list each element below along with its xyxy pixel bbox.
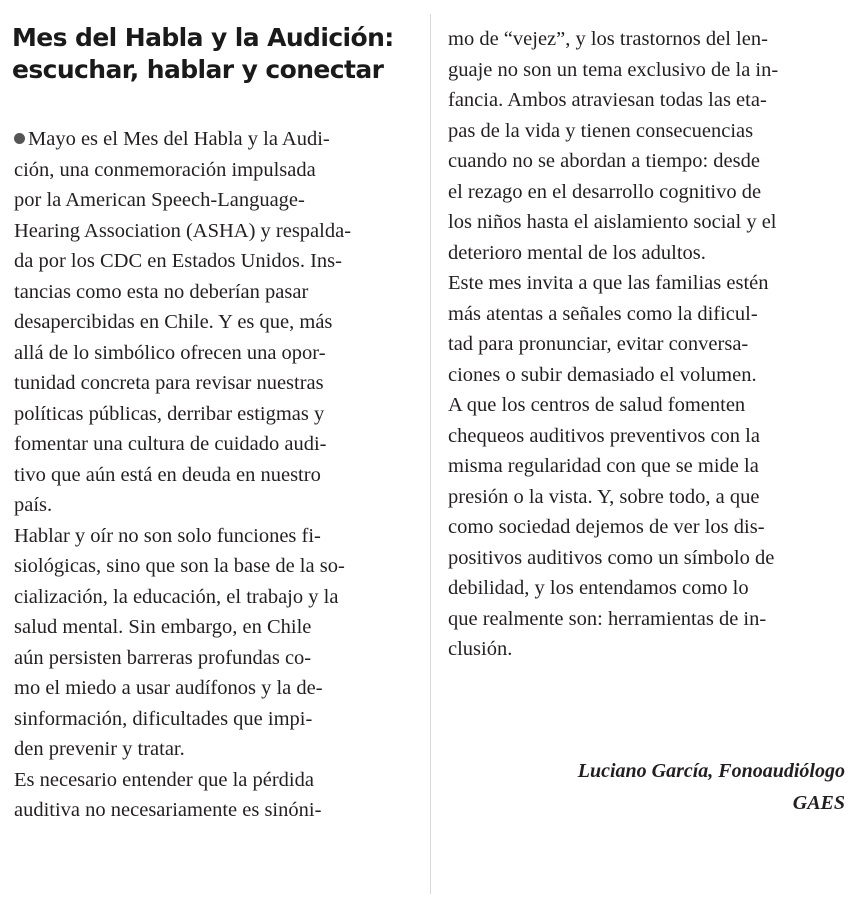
text-line	[14, 124, 414, 155]
text-line	[14, 734, 414, 765]
line-text: tancias como esta no deberían pasar	[14, 280, 309, 303]
line-text: cialización, la educación, el trabajo y la	[14, 585, 339, 608]
line-text: guaje no son un tema exclusivo de la in-	[448, 58, 779, 81]
line-text: por la American Speech-Language-	[14, 189, 305, 211]
text-line	[448, 390, 850, 421]
text-line	[448, 604, 850, 635]
article-column-left	[14, 124, 414, 826]
line-text: tunidad concreta para revisar nuestras	[14, 372, 324, 394]
line-text: que realmente son: herramientas de in-	[448, 607, 767, 630]
article-column-right	[448, 24, 850, 665]
text-line	[448, 512, 850, 543]
text-line	[14, 277, 414, 308]
line-text: país.	[14, 494, 53, 516]
signature-author: Luciano García, Fonoaudiólogo	[577, 760, 845, 782]
text-line	[448, 482, 850, 513]
line-text: Hearing Association (ASHA) y respalda-	[14, 219, 352, 242]
text-line	[14, 429, 414, 460]
line-text: pas de la vida y tienen consecuencias	[448, 119, 754, 142]
text-line	[14, 338, 414, 369]
text-line	[14, 216, 414, 247]
text-line	[14, 582, 414, 613]
text-line	[448, 55, 850, 86]
text-line	[14, 307, 414, 338]
line-text: ción, una conmemoración impulsada	[14, 158, 316, 181]
line-text: chequeos auditivos preventivos con la	[448, 424, 760, 447]
line-text: A que los centros de salud fomenten	[448, 394, 746, 416]
line-text: den prevenir y tratar.	[14, 738, 185, 760]
line-text: ciones o subir demasiado el volumen.	[448, 363, 757, 386]
text-line	[448, 207, 850, 238]
line-text: Es necesario entender que la pérdida	[14, 768, 314, 791]
line-text: fancia. Ambos atraviesan todas las eta-	[448, 89, 767, 111]
line-text: mo de “vejez”, y los trastornos del len-	[448, 28, 768, 50]
text-line	[14, 155, 414, 186]
text-line	[14, 368, 414, 399]
text-line	[448, 146, 850, 177]
line-text: misma regularidad con que se mide la	[448, 455, 759, 477]
line-text: como sociedad dejemos de ver los dis-	[448, 516, 765, 538]
line-text: desapercibidas en Chile. Y es que, más	[14, 311, 333, 333]
text-line	[14, 643, 414, 674]
line-text: tivo que aún está en deuda en nuestro	[14, 463, 321, 486]
line-text: debilidad, y los entendamos como lo	[448, 577, 749, 599]
text-line	[14, 246, 414, 277]
text-line	[448, 177, 850, 208]
line-text: los niños hasta el aislamiento social y el	[448, 211, 777, 233]
text-line	[14, 612, 414, 643]
text-line	[448, 329, 850, 360]
text-line	[448, 116, 850, 147]
line-text: sinformación, dificultades que impi-	[14, 707, 313, 730]
line-text: aún persisten barreras profundas co-	[14, 646, 312, 669]
signature-block	[578, 755, 845, 819]
bullet-icon	[14, 133, 25, 144]
text-line	[448, 634, 850, 665]
line-text: siológicas, sino que son la base de la so-	[14, 555, 345, 577]
line-text: salud mental. Sin embargo, en Chile	[14, 616, 312, 638]
text-line	[448, 238, 850, 269]
text-line	[14, 551, 414, 582]
article-title	[12, 22, 422, 86]
text-line	[14, 673, 414, 704]
line-text: cuando no se abordan a tiempo: desde	[448, 150, 760, 172]
text-line	[14, 795, 414, 826]
line-text: el rezago en el desarrollo cognitivo de	[448, 180, 762, 203]
line-text: más atentas a señales como la dificul-	[448, 302, 758, 325]
signature-organization: GAES	[792, 792, 845, 814]
text-line	[14, 490, 414, 521]
column-divider	[430, 14, 431, 894]
line-text: Este mes invita a que las familias estén	[448, 272, 769, 294]
line-text: Hablar y oír no son solo funciones fi-	[14, 524, 321, 547]
text-line	[14, 460, 414, 491]
line-text: mo el miedo a usar audífonos y la de-	[14, 677, 323, 699]
line-text: positivos auditivos como un símbolo de	[448, 546, 775, 569]
text-line	[448, 24, 850, 55]
title-line-2: escuchar, hablar y conectar	[12, 55, 384, 84]
text-line	[14, 521, 414, 552]
text-line	[448, 421, 850, 452]
line-text: allá de lo simbólico ofrecen una opor-	[14, 341, 326, 364]
line-text: auditiva no necesariamente es sinóni-	[14, 799, 322, 821]
line-text: presión o la vista. Y, sobre todo, a que	[448, 485, 760, 508]
text-line	[448, 543, 850, 574]
text-line	[14, 704, 414, 735]
line-text: fomentar una cultura de cuidado audi-	[14, 433, 327, 455]
line-text: deterioro mental de los adultos.	[448, 241, 706, 264]
text-line	[14, 399, 414, 430]
line-text: políticas públicas, derribar estigmas y	[14, 402, 325, 425]
text-line	[448, 573, 850, 604]
text-line	[14, 185, 414, 216]
text-line	[448, 360, 850, 391]
text-line	[448, 85, 850, 116]
text-line	[14, 765, 414, 796]
line-text: da por los CDC en Estados Unidos. Ins-	[14, 250, 342, 272]
line-text: tad para pronunciar, evitar conversa-	[448, 333, 749, 355]
text-line	[448, 268, 850, 299]
line-text: Mayo es el Mes del Habla y la Audi-	[28, 128, 330, 150]
text-line	[448, 299, 850, 330]
line-text: clusión.	[448, 638, 513, 660]
title-line-1: Mes del Habla y la Audición:	[12, 23, 394, 52]
text-line	[448, 451, 850, 482]
